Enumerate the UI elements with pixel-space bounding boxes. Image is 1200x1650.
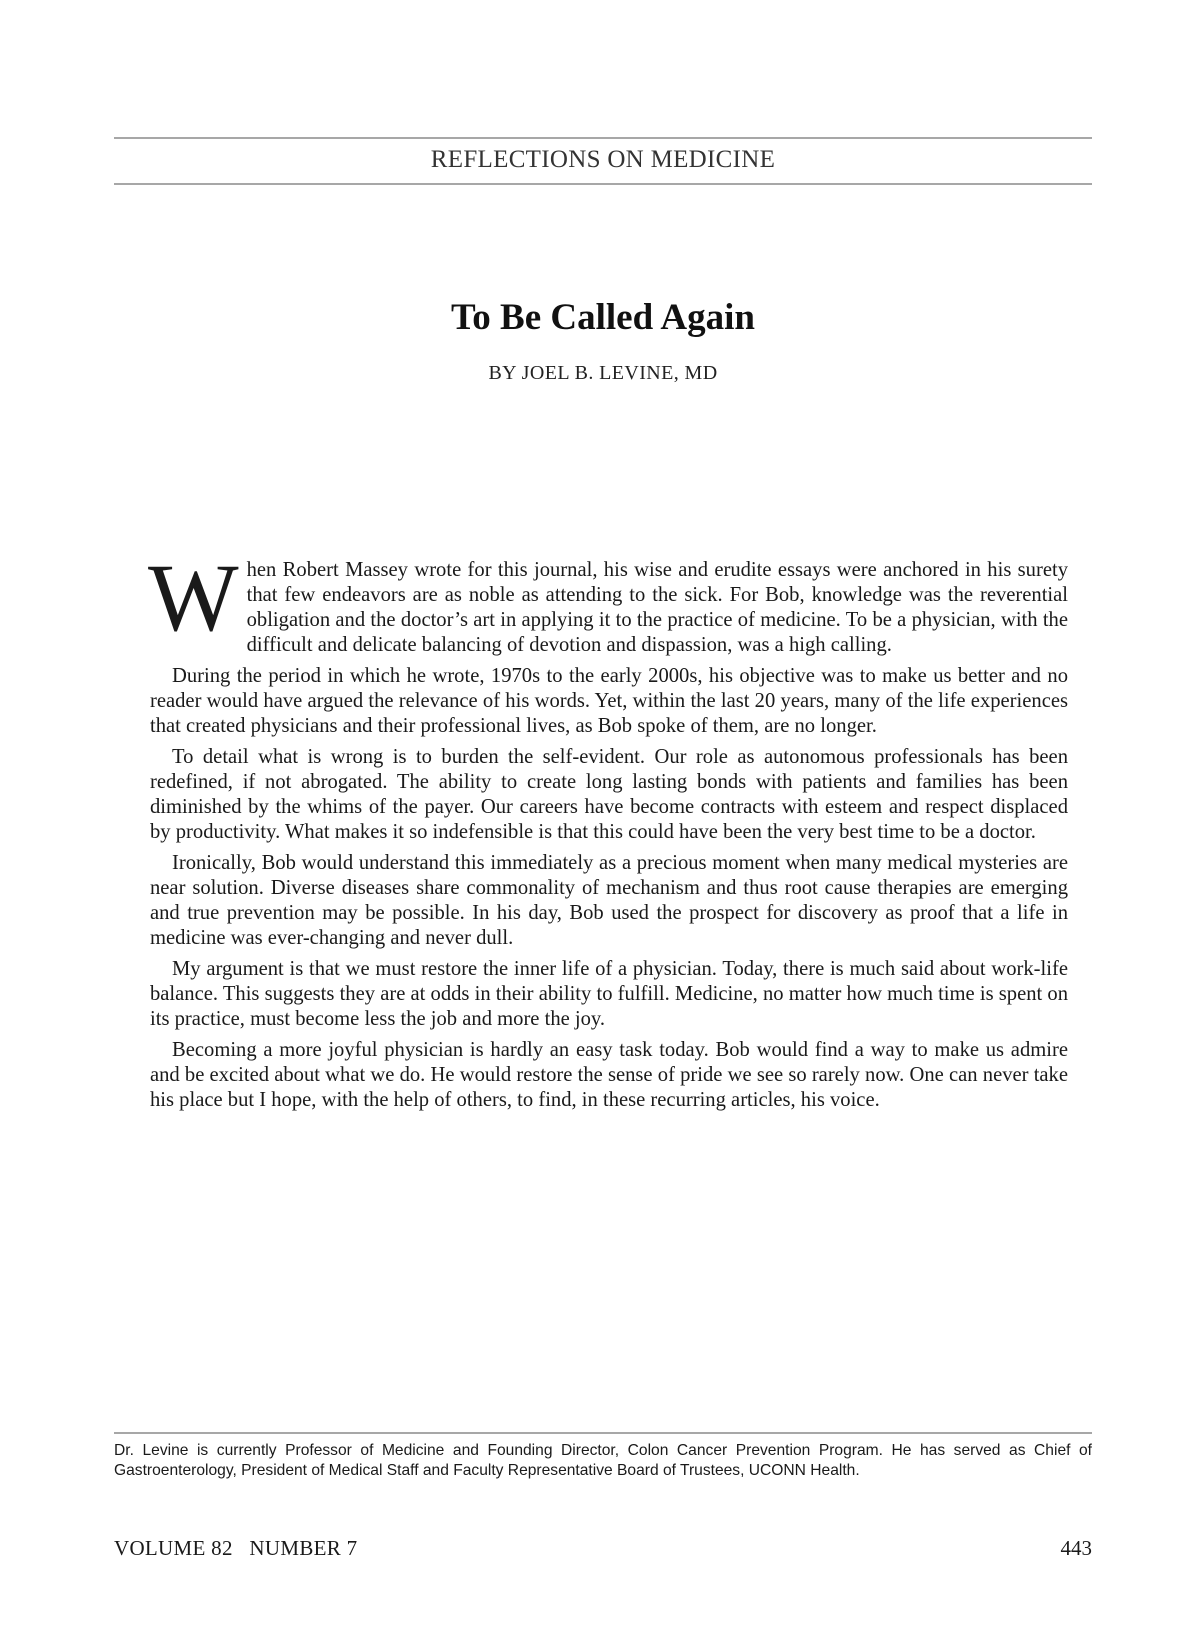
paragraph-1 [148, 544, 1068, 658]
author-footnote: Dr. Levine is currently Professor of Medicine and Founding Director, Colon Cancer Prevention Program. He has served as Chief of Gastroenterology, President of Medical Staff and Faculty Representative Board of Trustees, UCONN Health. [114, 1442, 1092, 1479]
paragraph-3: To detail what is wrong is to burden the self-evident. Our role as autonomous professionals has been redefined, if not abrogated. The ability to create long lasting bonds with patients and families has been diminished by the whims of the payer. Our careers have become contracts with esteem and respect displaced by productivity. What makes it so indefensible is that this could have been the very best time to be a doctor. [150, 746, 1068, 843]
article-title: To Be Called Again [451, 297, 755, 338]
article-byline: BY JOEL B. LEVINE, MD [488, 362, 718, 384]
volume-number: VOLUME 82 NUMBER 7 [114, 1536, 358, 1560]
header-bottom-rule [114, 183, 1092, 185]
header-top-rule [114, 137, 1092, 139]
paragraph-2: During the period in which he wrote, 1970s to the early 2000s, his objective was to make us better and no reader would have argued the relevance of his words. Yet, within the last 20 years, many of the life experiences that created physicians and their professional lives, as Bob spoke of them, are no longer. [150, 665, 1068, 737]
section-header: REFLECTIONS ON MEDICINE [430, 146, 776, 173]
article-body [148, 544, 1068, 1119]
paragraph-4: Ironically, Bob would understand this immediately as a precious moment when many medical mysteries are near solution. Diverse diseases share commonality of mechanism and thus root cause therapies are emerging and true prevention may be possible. In his day, Bob used the prospect for discovery as proof that a life in medicine was ever-changing and never dull. [150, 852, 1068, 949]
page-number: 443 [1060, 1536, 1092, 1560]
drop-cap: W [148, 544, 239, 651]
paragraph-5: My argument is that we must restore the inner life of a physician. Today, there is much said about work-life balance. This suggests they are at odds in their ability to fulfill. Medicine, no matter how much time is spent on its practice, must become less the job and more the joy. [150, 958, 1068, 1030]
journal-page [114, 0, 1092, 1650]
paragraph-1-text: hen Robert Massey wrote for this journal, his wise and erudite essays were anchored in his surety that few endeavors are as noble as attending to the sick. For Bob, knowledge was the reverential obligation and the doctor’s art in applying it to the practice of medicine. To be a physician, with the difficult and delicate balancing of devotion and dispassion, was a high calling. [246, 559, 1068, 656]
paragraph-6: Becoming a more joyful physician is hardly an easy task today. Bob would find a way to make us admire and be excited about what we do. He would restore the sense of pride we see so rarely now. One can never take his place but I hope, with the help of others, to find, in these recurring articles, his voice. [150, 1039, 1068, 1111]
footnote-rule [114, 1432, 1092, 1434]
